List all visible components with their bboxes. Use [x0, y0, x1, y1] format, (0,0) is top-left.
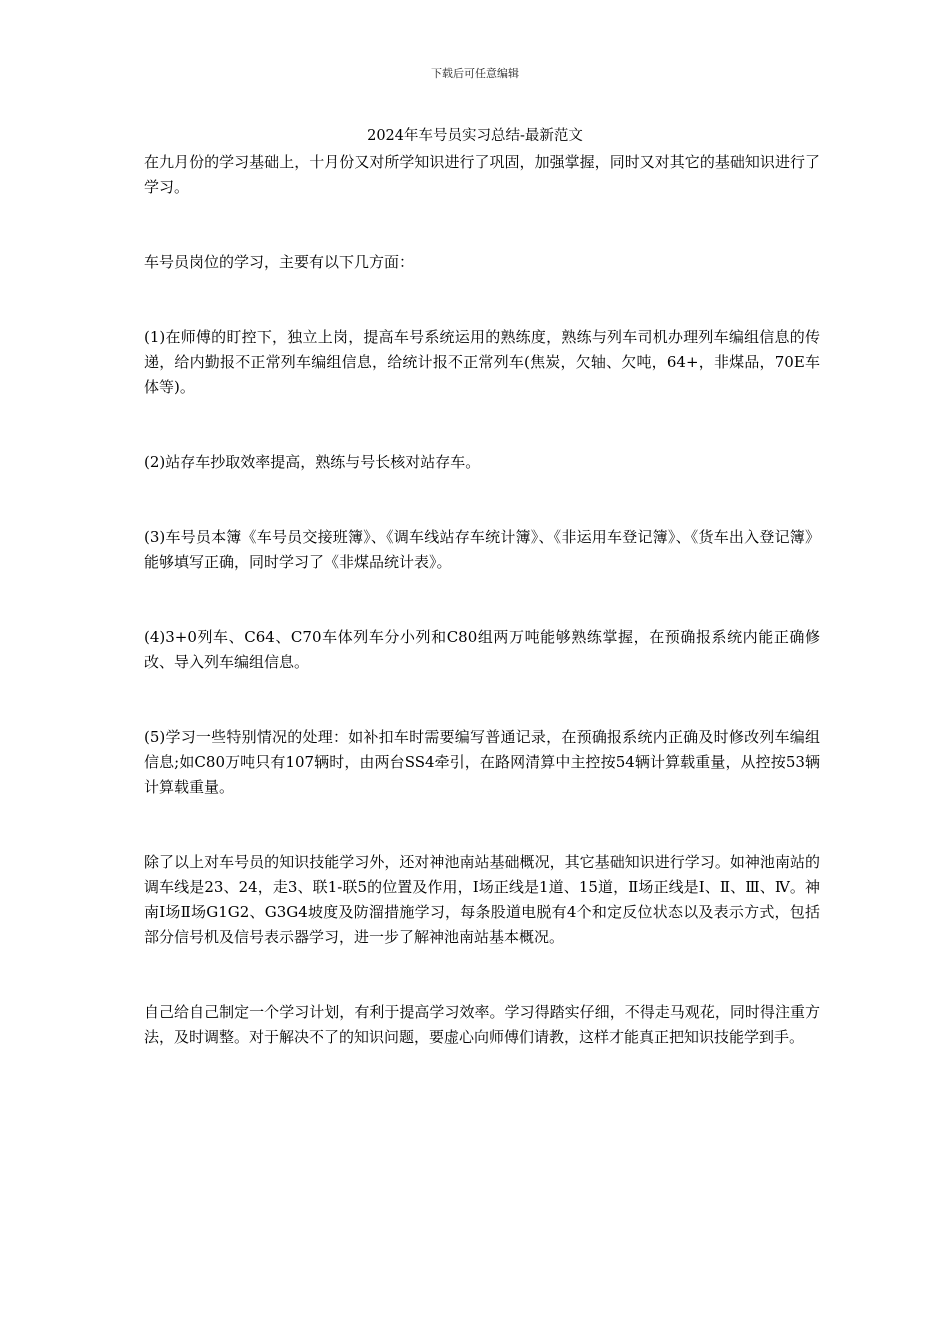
paragraph-item-4: (4)3+0列车、C64、C70车体列车分小列和C80组两万吨能够熟练掌握，在预确报系统内能正确修改、导入列车编组信息。 — [144, 628, 820, 671]
paragraph-item-1: (1)在师傅的盯控下，独立上岗，提高车号系统运用的熟练度，熟练与列车司机办理列车编组信息的传递，给内勤报不正常列车编组信息，给统计报不正常列车(焦炭，欠轴、欠吨，64+，非煤品，70E车体等)。 — [144, 328, 820, 396]
document-title: 2024年车号员实习总结-最新范文 — [367, 128, 583, 144]
paragraph-study-plan: 自己给自己制定一个学习计划，有利于提高学习效率。学习得踏实仔细，不得走马观花，同时得注重方法，及时调整。对于解决不了的知识问题，要虚心向师傅们请教，这样才能真正把知识技能学到手。 — [144, 1003, 820, 1046]
paragraph-section-heading: 车号员岗位的学习，主要有以下几方面： — [144, 253, 415, 271]
paragraph-item-2: (2)站存车抄取效率提高，熟练与号长核对站存车。 — [144, 453, 481, 471]
header-note: 下载后可任意编辑 — [431, 67, 519, 80]
paragraph-item-3: (3)车号员本簿《车号员交接班簿》、《调车线站存车统计簿》、《非运用车登记簿》、《货车出入登记簿》能够填写正确，同时学习了《非煤品统计表》。 — [144, 528, 820, 571]
paragraph-intro: 在九月份的学习基础上，十月份又对所学知识进行了巩固，加强掌握，同时又对其它的基础知识进行了学习。 — [144, 153, 820, 196]
paragraph-item-5: (5)学习一些特别情况的处理：如补扣车时需要编写普通记录，在预确报系统内正确及时修改列车编组信息;如C80万吨只有107辆时，由两台SS4牵引，在路网清算中主控按54辆计算载重量，从控按53辆计算载重量。 — [144, 728, 820, 796]
document-body — [144, 150, 820, 1050]
paragraph-station-overview: 除了以上对车号员的知识技能学习外，还对神池南站基础概况，其它基础知识进行学习。如神池南站的调车线是23、24，走3、联1-联5的位置及作用，Ⅰ场正线是1道、15道，Ⅱ场正线是Ⅰ、Ⅱ、Ⅲ、Ⅳ。神南Ⅰ场Ⅱ场G1G2、G3G4坡度及防溜措施学习，每条股道电脱有4个和定反位状态以及表示方式，包括部分信号机及信号表示器学习，进一步了解神池南站基本概况。 — [144, 853, 820, 946]
